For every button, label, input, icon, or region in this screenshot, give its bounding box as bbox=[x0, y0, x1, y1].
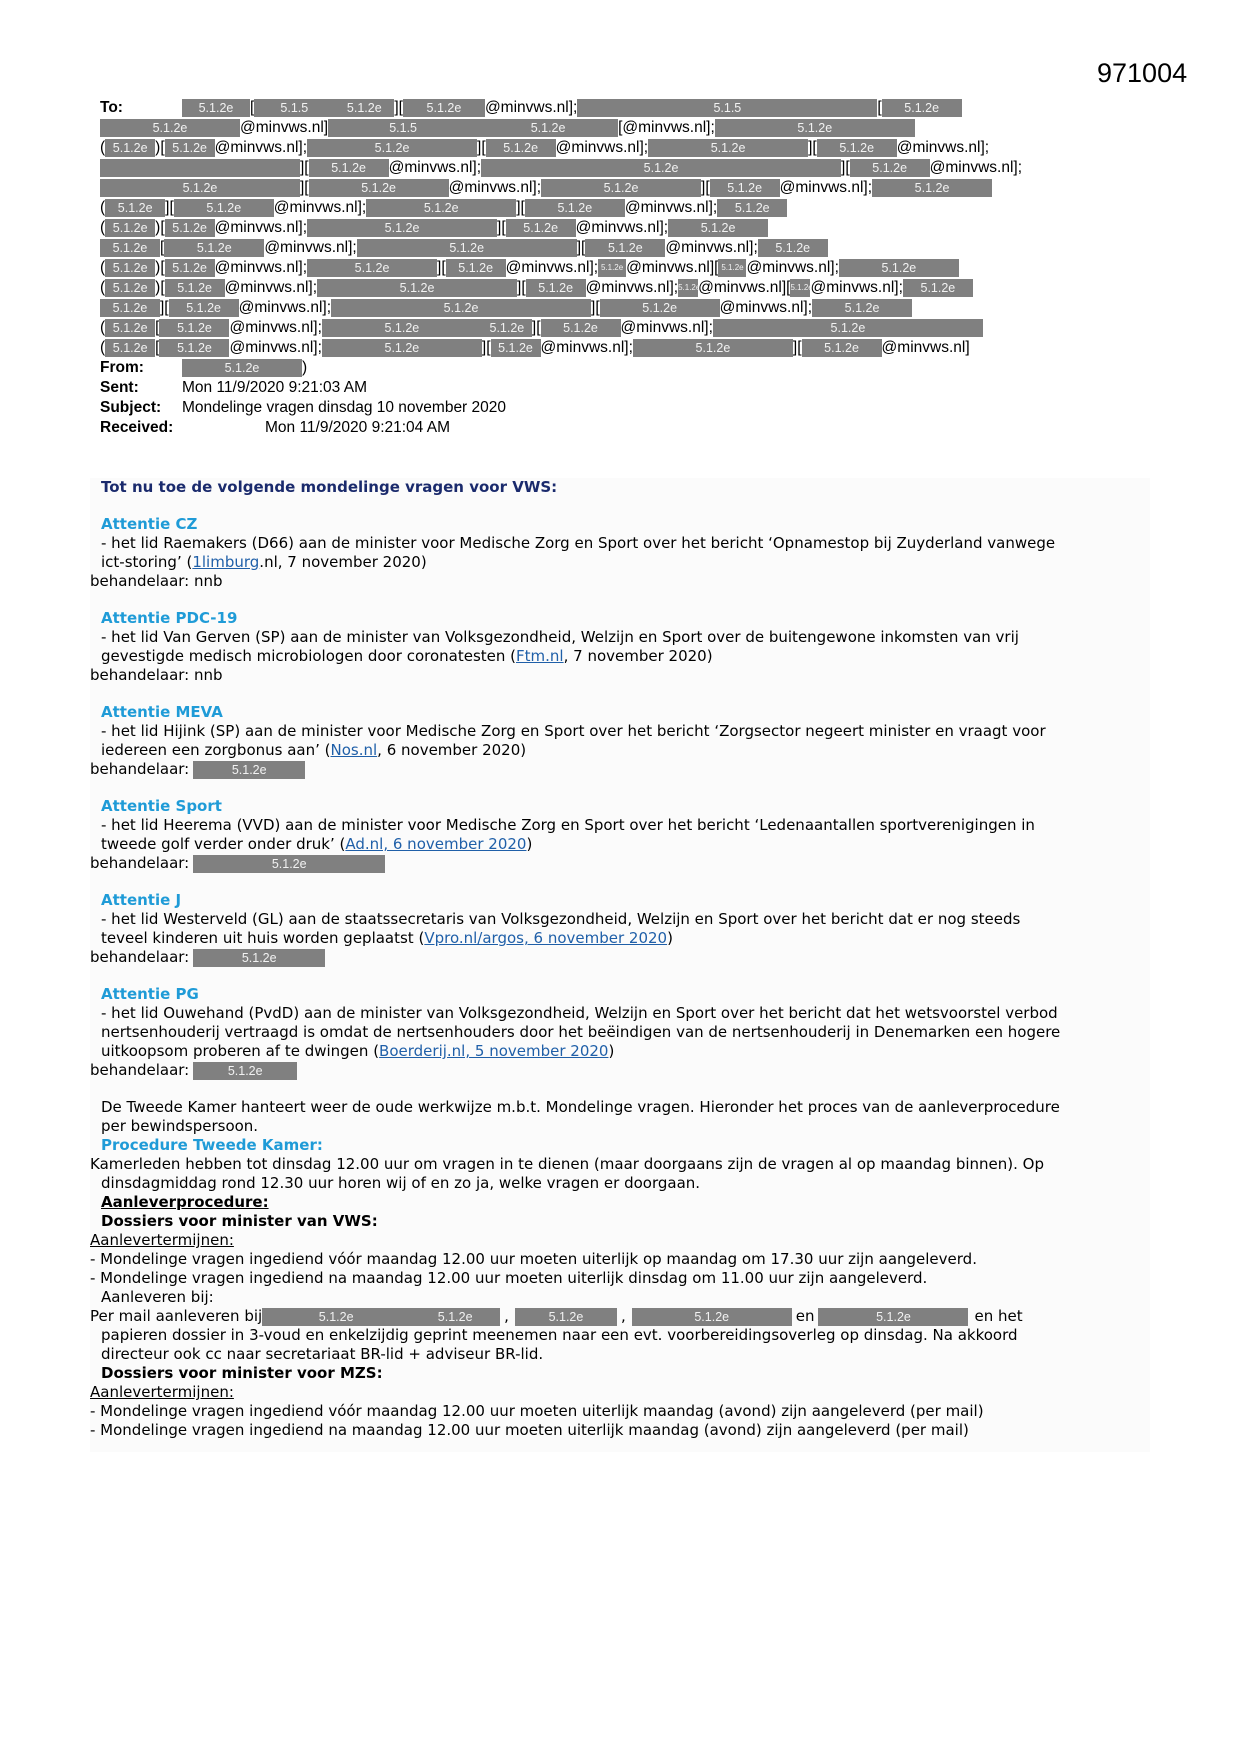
procedure-heading: Procedure Tweede Kamer: bbox=[101, 1136, 323, 1154]
recipient-line bbox=[100, 178, 1080, 198]
redaction-block: 5.1.2e bbox=[165, 259, 215, 277]
separator: ( bbox=[100, 339, 106, 356]
sent-row bbox=[100, 378, 1080, 398]
separator: ; bbox=[302, 139, 308, 156]
separator: ; bbox=[834, 259, 839, 276]
aanleverprocedure-heading: Aanleverprocedure: bbox=[101, 1193, 269, 1211]
document-number: 971004 bbox=[1097, 58, 1188, 88]
redaction-block: 5.1.2e bbox=[331, 299, 591, 317]
separator: ][ bbox=[516, 199, 525, 216]
attention-label: Attentie J bbox=[101, 891, 182, 909]
email-domain: @minvws.nl] bbox=[622, 119, 711, 136]
handler-line: behandelaar: nnb bbox=[90, 572, 223, 590]
redaction-block: 5.1.2e bbox=[410, 1308, 500, 1326]
redaction-block: 5.1.5 bbox=[328, 119, 478, 137]
redaction-block: 5.1.2e bbox=[585, 239, 665, 257]
redaction-block: 5.1.2e bbox=[515, 1308, 617, 1326]
separator: )[ bbox=[155, 219, 165, 236]
separator: ( bbox=[100, 259, 106, 276]
question-item bbox=[90, 703, 1150, 779]
redaction-block bbox=[100, 159, 300, 177]
email-domain: @minvws.nl] bbox=[240, 119, 329, 136]
from-row: From: 5.1.2e ) bbox=[100, 359, 308, 376]
subject-label: Subject: bbox=[100, 399, 162, 416]
redaction-block: 5.1.2e bbox=[307, 139, 477, 157]
redaction-block: 5.1.2e bbox=[718, 259, 746, 277]
redaction-block: 5.1.2e bbox=[600, 299, 720, 317]
email-domain: @minvws.nl] bbox=[214, 139, 303, 156]
redaction-block: 5.1.2e bbox=[193, 855, 385, 873]
question-text: nertsenhouderij vertraagd is omdat de nertsenhouders door het beëindigen van de nertsenhouderij in Denemarken een hogere bbox=[101, 1023, 1061, 1041]
separator: ][ bbox=[841, 159, 850, 176]
redaction-block: 5.1.2e bbox=[182, 359, 302, 377]
recipient-line bbox=[100, 158, 1080, 178]
separator: [ bbox=[877, 99, 882, 116]
redaction-block: 5.1.2e bbox=[715, 119, 915, 137]
redaction-block: 5.1.2e bbox=[525, 199, 625, 217]
email-domain: @minvws.nl] bbox=[929, 159, 1018, 176]
email-domain: @minvws.nl] bbox=[665, 239, 754, 256]
aanleveren-bij-label: Aanleveren bij: bbox=[101, 1288, 214, 1306]
email-body bbox=[90, 478, 1150, 1452]
separator: ][ bbox=[497, 219, 506, 236]
redaction-block: 5.1.2e bbox=[165, 139, 215, 157]
handler-value: nnb bbox=[189, 666, 223, 684]
vws-termijn-2: - Mondelinge vragen ingediend na maandag 12.00 uur moeten uiterlijk dinsdag om 11.00 uur zijn aangeleverd. bbox=[90, 1269, 928, 1287]
redaction-block: 5.1.2e bbox=[100, 239, 160, 257]
recipient-line bbox=[100, 298, 1080, 318]
redaction-block: 5.1.2e bbox=[159, 319, 229, 337]
intro-heading: Tot nu toe de volgende mondelinge vragen voor VWS: bbox=[101, 478, 558, 496]
redaction-block: 5.1.2e bbox=[668, 219, 768, 237]
separator: ][ bbox=[517, 279, 526, 296]
redaction-block: 5.1.2e bbox=[850, 159, 930, 177]
redaction-block: 5.1.2e bbox=[174, 199, 274, 217]
redaction-block: 5.1.2e bbox=[903, 279, 973, 297]
email-domain: @minvws.nl] bbox=[388, 159, 477, 176]
email-domain: @minvws.nl] bbox=[555, 139, 644, 156]
redaction-block: 5.1.2e bbox=[710, 179, 780, 197]
redaction-block: 5.1.2e bbox=[403, 99, 485, 117]
separator: [ bbox=[618, 119, 623, 136]
separator: ; bbox=[593, 259, 599, 276]
separator: ; bbox=[1017, 159, 1023, 176]
recipient-list bbox=[100, 98, 1080, 358]
question-item bbox=[90, 609, 1150, 685]
question-source: ict-storing’ (1limburg.nl, 7 november 2020) bbox=[101, 553, 427, 571]
handler-line: behandelaar: nnb bbox=[90, 666, 223, 684]
redaction-block: 5.1.2e bbox=[309, 159, 389, 177]
email-domain: @minvws.nl] bbox=[575, 219, 664, 236]
separator: [ bbox=[714, 259, 719, 276]
separator: ( bbox=[100, 319, 106, 336]
email-domain: @minvws.nl] bbox=[620, 319, 709, 336]
redaction-block: 5.1.2e bbox=[541, 179, 701, 197]
redaction-block: 5.1.2e bbox=[882, 99, 962, 117]
separator: ; bbox=[573, 99, 578, 116]
email-domain: @minvws.nl] bbox=[448, 179, 537, 196]
redaction-block: 5.1.2e bbox=[481, 159, 841, 177]
redaction-block: 5.1.2e bbox=[105, 339, 155, 357]
separator: ; bbox=[317, 319, 322, 336]
redaction-block: 5.1.2e bbox=[758, 239, 828, 257]
procedure-intro: De Tweede Kamer hanteert weer de oude werkwijze m.b.t. Mondelinge vragen. Hieronder het proces van de aanleverprocedure per bewindspersoon. bbox=[101, 1098, 1060, 1135]
sent-label: Sent: bbox=[100, 379, 139, 396]
separator: [ bbox=[786, 279, 791, 296]
separator: ; bbox=[710, 119, 715, 136]
handler-value: nnb bbox=[189, 572, 223, 590]
recipient-line bbox=[100, 338, 1080, 358]
separator: ; bbox=[536, 179, 542, 196]
email-domain: @minvws.nl] bbox=[214, 219, 303, 236]
question-item bbox=[90, 515, 1150, 591]
mzs-termijn-1: - Mondelinge vragen ingediend vóór maandag 12.00 uur moeten uiterlijk maandag (avond) zijn aangeleverd (per mail) bbox=[90, 1402, 984, 1420]
redaction-block: 5.1.2e bbox=[713, 319, 983, 337]
separator: ; bbox=[898, 279, 903, 296]
source-link[interactable]: Ad.nl, 6 november 2020 bbox=[345, 835, 527, 853]
separator: ; bbox=[317, 339, 322, 356]
question-text: - het lid Raemakers (D66) aan de minister voor Medische Zorg en Sport over het bericht ‘Opnamestop bij Zuyderland vanwege bbox=[101, 534, 1056, 552]
redaction-block: 5.1.2e bbox=[872, 179, 992, 197]
redaction-block: 5.1.2e bbox=[526, 279, 586, 297]
attention-label: Attentie Sport bbox=[101, 797, 222, 815]
redaction-block: 5.1.2e bbox=[193, 1062, 297, 1080]
separator: ][ bbox=[576, 239, 586, 256]
source-link[interactable]: Nos.nl bbox=[330, 741, 378, 759]
separator: ( bbox=[100, 139, 106, 156]
redaction-block: 5.1.2e bbox=[482, 319, 532, 337]
question-item bbox=[90, 891, 1150, 967]
handler-line: behandelaar: 5.1.2e bbox=[90, 854, 1150, 873]
email-domain: @minvws.nl] bbox=[779, 179, 868, 196]
separator: )[ bbox=[155, 279, 165, 296]
redaction-block: 5.1.2e bbox=[169, 299, 239, 317]
separator: ; bbox=[312, 279, 318, 296]
email-domain: @minvws.nl] bbox=[881, 339, 970, 356]
recipient-line bbox=[100, 218, 1080, 238]
redaction-block: 5.1.2e bbox=[165, 279, 225, 297]
redaction-block: 5.1.2e bbox=[317, 279, 517, 297]
separator: ][ bbox=[481, 339, 491, 356]
question-text: - het lid Heerema (VVD) aan de minister voor Medische Zorg en Sport over het bericht ‘Ledenaantallen sportverenigingen in bbox=[101, 816, 1035, 834]
email-domain: @minvws.nl] bbox=[214, 259, 303, 276]
recipient-line bbox=[100, 118, 1080, 138]
vws-termijn-1: - Mondelinge vragen ingediend vóór maandag 12.00 uur moeten uiterlijk op maandag om 17.30 uur zijn aangeleverd. bbox=[90, 1250, 977, 1268]
separator: ][ bbox=[701, 179, 710, 196]
question-item bbox=[90, 797, 1150, 873]
vws-termijnen-label: Aanlevertermijnen: bbox=[90, 1231, 234, 1249]
separator: ][ bbox=[437, 259, 446, 276]
vws-heading: Dossiers voor minister van VWS: bbox=[101, 1212, 378, 1230]
separator: [ bbox=[250, 99, 255, 116]
redaction-block: 5.1.2e bbox=[633, 339, 793, 357]
mzs-termijn-2: - Mondelinge vragen ingediend na maandag 12.00 uur moeten uiterlijk maandag (avond) zijn aangeleverd (per mail) bbox=[90, 1421, 969, 1439]
email-domain: @minvws.nl] bbox=[698, 279, 787, 296]
separator: ][ bbox=[792, 339, 802, 356]
mzs-heading: Dossiers voor minister voor MZS: bbox=[101, 1364, 383, 1382]
redaction-block: 5.1.2e bbox=[366, 199, 516, 217]
redaction-block: 5.1.2e bbox=[100, 179, 300, 197]
handler-line: behandelaar: 5.1.2e bbox=[90, 760, 1150, 779]
redaction-block: 5.1.2e bbox=[812, 299, 912, 317]
recipient-line bbox=[100, 98, 1080, 118]
redaction-block: 5.1.2e bbox=[193, 949, 325, 967]
redaction-block: 5.1.2e bbox=[105, 319, 155, 337]
email-domain: @minvws.nl] bbox=[229, 319, 318, 336]
separator: ; bbox=[643, 139, 649, 156]
question-text: - het lid Ouwehand (PvdD) aan de minister van Volksgezondheid, Welzijn en Sport over het bericht dat het wetsvoorstel verbod bbox=[101, 1004, 1058, 1022]
redaction-block: 5.1.2e bbox=[182, 99, 250, 117]
separator: ( bbox=[100, 219, 106, 236]
question-source: gevestigde medisch microbiologen door coronatesten (Ftm.nl, 7 november 2020) bbox=[101, 647, 713, 665]
separator: ; bbox=[753, 239, 758, 256]
redaction-block: 5.1.2e bbox=[334, 99, 394, 117]
question-item bbox=[90, 985, 1150, 1080]
email-domain: @minvws.nl] bbox=[626, 259, 715, 276]
question-text: - het lid Hijink (SP) aan de minister voor Medische Zorg en Sport over het bericht ‘Zorgsector negeert minister en vraagt voor bbox=[101, 722, 1046, 740]
separator: ][ bbox=[477, 139, 486, 156]
sent-value: Mon 11/9/2020 9:21:03 AM bbox=[182, 379, 367, 396]
separator: ; bbox=[712, 199, 718, 216]
mail-line-2: papieren dossier in 3-voud en enkelzijdig geprint meenemen naar een evt. voorbereidingsoverleg op dinsdag. Na akkoord bbox=[101, 1326, 1018, 1344]
redaction-block: 5.1.2e bbox=[839, 259, 959, 277]
redaction-block: 5.1.2e bbox=[478, 119, 618, 137]
source-link[interactable]: Ftm.nl bbox=[516, 647, 564, 665]
question-source: uitkoopsom proberen af te dwingen (Boerderij.nl, 5 november 2020) bbox=[101, 1042, 615, 1060]
separator: ][ bbox=[591, 299, 600, 316]
separator: ; bbox=[352, 239, 357, 256]
email-domain: @minvws.nl] bbox=[224, 279, 313, 296]
attention-label: Attentie PG bbox=[101, 985, 199, 1003]
email-domain: @minvws.nl] bbox=[238, 299, 327, 316]
separator: [ bbox=[155, 339, 160, 356]
from-label: From: bbox=[100, 359, 144, 376]
redaction-block: 5.1.2e bbox=[193, 761, 305, 779]
redaction-block: 5.1.2e bbox=[678, 279, 698, 297]
redaction-block: 5.1.5 bbox=[577, 99, 877, 117]
separator: ( bbox=[100, 279, 106, 296]
email-domain: @minvws.nl] bbox=[624, 199, 713, 216]
separator: ; bbox=[673, 279, 679, 296]
recipient-line bbox=[100, 198, 1080, 218]
redaction-block: 5.1.2e bbox=[307, 219, 497, 237]
mail-line-3: directeur ook cc naar secretariaat BR-lid + adviseur BR-lid. bbox=[101, 1345, 544, 1363]
attention-label: Attentie PDC-19 bbox=[101, 609, 238, 627]
subject-value: Mondelinge vragen dinsdag 10 november 2020 bbox=[182, 399, 507, 416]
redaction-block: 5.1.2e bbox=[322, 339, 482, 357]
redaction-block: 5.1.2e bbox=[357, 239, 577, 257]
redaction-block: 5.1.2e bbox=[100, 299, 160, 317]
mail-line: Per mail aanleveren bij 5.1.2e 5.1.2e , 5.1.2e , 5.1.2e en 5.1.2e en het bbox=[90, 1307, 1023, 1325]
recipient-line bbox=[100, 258, 1080, 278]
separator: ; bbox=[867, 179, 873, 196]
redaction-block: 5.1.2e bbox=[491, 339, 541, 357]
separator: ; bbox=[708, 319, 713, 336]
redaction-block: 5.1.2e bbox=[632, 1308, 792, 1326]
redaction-block: 5.1.2e bbox=[322, 319, 482, 337]
question-source: teveel kinderen uit huis worden geplaatst (Vpro.nl/argos, 6 november 2020) bbox=[101, 929, 673, 947]
separator: ; bbox=[807, 299, 813, 316]
email-domain: @minvws.nl] bbox=[264, 239, 353, 256]
received-label: Received: bbox=[100, 419, 174, 436]
recipient-line bbox=[100, 238, 1080, 258]
source-link[interactable]: Vpro.nl/argos, 6 november 2020 bbox=[424, 929, 668, 947]
redaction-block: 5.1.5 bbox=[254, 99, 334, 117]
separator: ][ bbox=[165, 199, 174, 216]
email-domain: @minvws.nl] bbox=[505, 259, 594, 276]
email-domain: @minvws.nl] bbox=[273, 199, 362, 216]
separator: [ bbox=[160, 239, 165, 256]
redaction-block: 5.1.2e bbox=[262, 1308, 410, 1326]
separator: ; bbox=[476, 159, 482, 176]
received-row bbox=[100, 418, 1080, 438]
redaction-block: 5.1.2e bbox=[100, 119, 240, 137]
question-source: iedereen een zorgbonus aan’ (Nos.nl, 6 november 2020) bbox=[101, 741, 527, 759]
recipient-line bbox=[100, 278, 1080, 298]
subject-row bbox=[100, 398, 1080, 418]
redaction-block: 5.1.2e bbox=[818, 1308, 968, 1326]
redaction-block: 5.1.2e bbox=[307, 259, 437, 277]
email-domain: @minvws.nl] bbox=[746, 259, 835, 276]
separator: ; bbox=[302, 259, 308, 276]
separator: )[ bbox=[155, 139, 165, 156]
source-link[interactable]: 1limburg bbox=[192, 553, 260, 571]
redaction-block: 5.1.2e bbox=[309, 179, 449, 197]
question-list bbox=[90, 515, 1150, 1080]
redaction-block: 5.1.2e bbox=[164, 239, 264, 257]
separator: ][ bbox=[300, 179, 309, 196]
email-domain: @minvws.nl] bbox=[719, 299, 808, 316]
separator: ; bbox=[361, 199, 367, 216]
separator: ( bbox=[100, 199, 106, 216]
source-link[interactable]: Boerderij.nl, 5 november 2020 bbox=[379, 1042, 609, 1060]
question-text: - het lid Westerveld (GL) aan de staatssecretaris van Volksgezondheid, Welzijn en Sport over het bericht dat er nog steeds bbox=[101, 910, 1021, 928]
email-domain: @minvws.nl] bbox=[540, 339, 629, 356]
redaction-block: 5.1.2e bbox=[598, 259, 626, 277]
attention-label: Attentie MEVA bbox=[101, 703, 223, 721]
separator: ][ bbox=[808, 139, 817, 156]
separator: )[ bbox=[155, 259, 165, 276]
question-text: - het lid Van Gerven (SP) aan de minister van Volksgezondheid, Welzijn en Sport over de buitengewone inkomsten van vrij bbox=[101, 628, 1019, 646]
redaction-block: 5.1.2e bbox=[105, 219, 155, 237]
separator: ; bbox=[326, 299, 332, 316]
email-domain: @minvws.nl] bbox=[896, 139, 985, 156]
email-domain: @minvws.nl] bbox=[585, 279, 674, 296]
redaction-block: 5.1.2e bbox=[506, 219, 576, 237]
separator: ][ bbox=[300, 159, 309, 176]
separator: [ bbox=[155, 319, 160, 336]
email-domain: @minvws.nl] bbox=[484, 99, 574, 116]
email-domain: @minvws.nl] bbox=[229, 339, 318, 356]
received-value: Mon 11/9/2020 9:21:04 AM bbox=[265, 419, 450, 436]
email-domain: @minvws.nl] bbox=[810, 279, 899, 296]
mzs-termijnen-label: Aanlevertermijnen: bbox=[90, 1383, 234, 1401]
redaction-block: 5.1.2e bbox=[648, 139, 808, 157]
redaction-block: 5.1.2e bbox=[790, 279, 810, 297]
email-meta bbox=[100, 358, 1080, 438]
redaction-block: 5.1.2e bbox=[541, 319, 621, 337]
separator: ][ bbox=[531, 319, 541, 336]
handler-line: behandelaar: 5.1.2e bbox=[90, 1061, 1150, 1080]
redaction-block: 5.1.2e bbox=[105, 279, 155, 297]
separator: ][ bbox=[160, 299, 169, 316]
separator: ; bbox=[628, 339, 633, 356]
recipient-line bbox=[100, 318, 1080, 338]
redaction-block: 5.1.2e bbox=[717, 199, 787, 217]
to-label: To: bbox=[100, 99, 123, 116]
handler-line: behandelaar: 5.1.2e bbox=[90, 948, 1150, 967]
separator: ][ bbox=[394, 99, 403, 116]
redaction-block: 5.1.2e bbox=[105, 259, 155, 277]
redaction-block: 5.1.2e bbox=[159, 339, 229, 357]
redaction-block: 5.1.2e bbox=[446, 259, 506, 277]
redaction-block: 5.1.2e bbox=[486, 139, 556, 157]
redaction-block: 5.1.2e bbox=[817, 139, 897, 157]
redaction-block: 5.1.2e bbox=[105, 139, 155, 157]
attention-label: Attentie CZ bbox=[101, 515, 198, 533]
redaction-block: 5.1.2e bbox=[165, 219, 215, 237]
separator: ; bbox=[984, 139, 990, 156]
separator: ; bbox=[663, 219, 669, 236]
recipient-line bbox=[100, 138, 1080, 158]
separator: ; bbox=[302, 219, 308, 236]
redaction-block: 5.1.2e bbox=[802, 339, 882, 357]
question-source: tweede golf verder onder druk’ (Ad.nl, 6 november 2020) bbox=[101, 835, 533, 853]
redaction-block: 5.1.2e bbox=[105, 199, 165, 217]
email-header bbox=[100, 98, 1080, 438]
procedure-text: Kamerleden hebben tot dinsdag 12.00 uur om vragen in te dienen (maar doorgaans zijn de vragen al op maandag binnen). Op dinsdagmiddag rond 12.30 uur horen wij of en zo ja, welke vragen er doorgaan. bbox=[90, 1155, 1044, 1192]
